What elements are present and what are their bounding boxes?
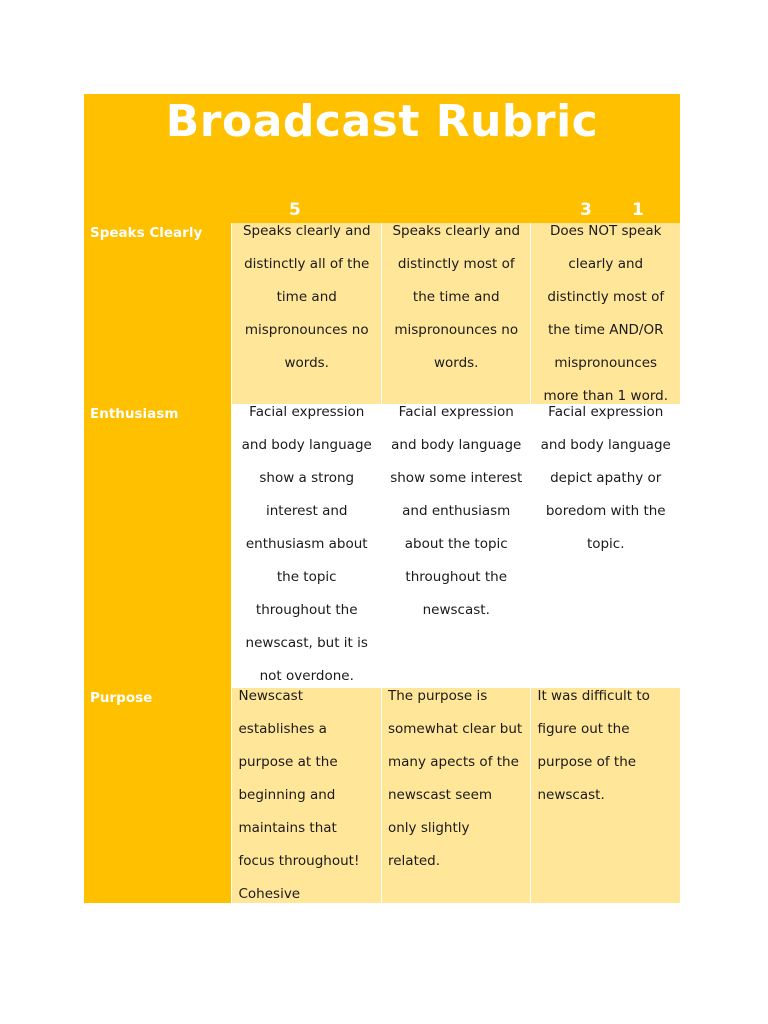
cell-text: Speaks clearly and distinctly most of the time and mispronounces no words. bbox=[392, 223, 521, 371]
cell-enthusiasm-score-1 bbox=[531, 404, 680, 688]
cell-purpose-score-3 bbox=[382, 688, 531, 903]
cell-text: Does NOT speak clearly and distinctly most of the time AND/OR mispronounces more than 1 word. bbox=[543, 223, 669, 404]
rubric-row-purpose bbox=[84, 688, 680, 903]
cell-enthusiasm-score-3 bbox=[382, 404, 531, 688]
cell-text: Speaks clearly and distinctly all of the time and mispronounces no words. bbox=[242, 223, 371, 371]
score-1-label: 1 bbox=[632, 200, 644, 220]
rubric-header bbox=[84, 94, 680, 223]
cell-text: Facial expression and body language show some interest and enthusiasm about the topic throughout the newscast. bbox=[390, 404, 523, 618]
cell-purpose-score-1 bbox=[531, 688, 680, 903]
cell-enthusiasm-score-5 bbox=[232, 404, 381, 688]
cell-speaks-clearly-score-1 bbox=[531, 223, 680, 404]
cell-speaks-clearly-score-3 bbox=[382, 223, 531, 404]
score-3-label: 3 bbox=[580, 200, 592, 220]
page-title: Broadcast Rubric bbox=[165, 96, 599, 147]
rubric-row-speaks-clearly bbox=[84, 223, 680, 404]
cell-text: It was difficult to figure out the purpose of the newscast. bbox=[537, 688, 650, 803]
row-label-purpose: Purpose bbox=[84, 688, 231, 903]
cell-text: The purpose is somewhat clear but many apects of the newscast seem only slightly related. bbox=[387, 688, 523, 869]
cell-speaks-clearly-score-5 bbox=[232, 223, 381, 404]
row-label-speaks-clearly: Speaks Clearly bbox=[84, 223, 231, 404]
cell-purpose-score-5 bbox=[232, 688, 381, 903]
cell-text: Facial expression and body language show a strong interest and enthusiasm about the topic throughout the newscast, but it is not overdone. bbox=[241, 404, 372, 684]
rubric-row-enthusiasm bbox=[84, 404, 680, 688]
rubric-table bbox=[84, 94, 680, 903]
score-5-label: 5 bbox=[289, 200, 301, 220]
cell-text: Newscast establishes a purpose at the beginning and maintains that focus throughout! Cohesive bbox=[238, 688, 360, 902]
cell-text: Facial expression and body language depict apathy or boredom with the topic. bbox=[540, 404, 671, 552]
row-label-enthusiasm: Enthusiasm bbox=[84, 404, 231, 688]
